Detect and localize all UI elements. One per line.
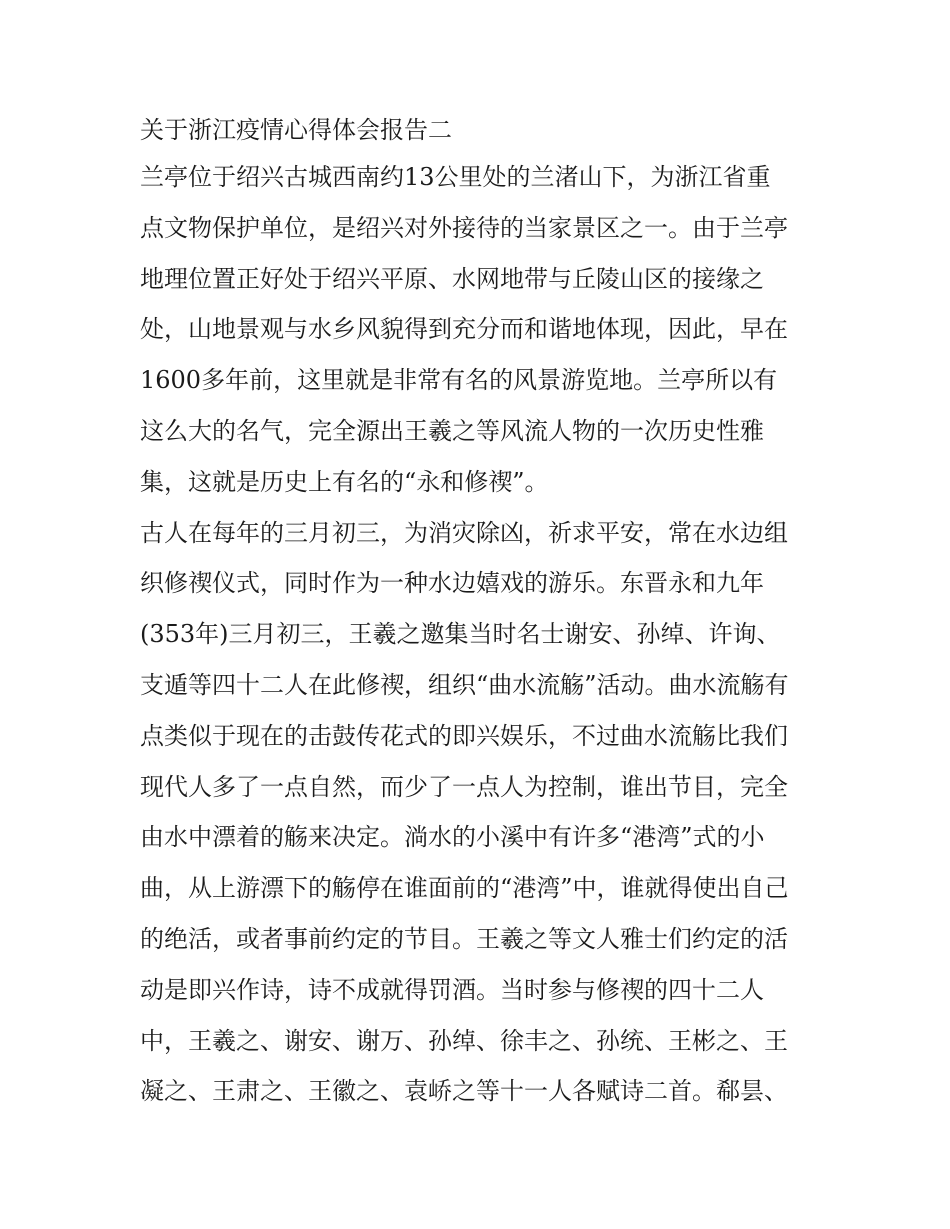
text-line: 曲，从上游漂下的觞停在谁面前的“港湾”中，谁就得使出自己 — [140, 874, 789, 903]
text-line: 现代人多了一点自然，而少了一点人为控制，谁出节目，完全 — [140, 772, 788, 801]
text-line: 集，这就是历史上有名的“永和修禊”。 — [140, 467, 549, 496]
text-line: 点类似于现在的击鼓传花式的即兴娱乐，不过曲水流觞比我们 — [140, 721, 788, 750]
document-body — [140, 108, 820, 1117]
text-line: 1600多年前，这里就是非常有名的风景游览地。兰亭所以有 — [140, 366, 778, 395]
text-line: 由水中漂着的觞来决定。淌水的小溪中有许多“港湾”式的小 — [140, 823, 765, 852]
text-line: 织修禊仪式，同时作为一种水边嬉戏的游乐。东晋永和九年 — [140, 569, 764, 598]
paragraph-lanting-intro — [140, 152, 820, 508]
text-line: 支遁等四十二人在此修禊，组织“曲水流觞”活动。曲水流觞有 — [140, 670, 789, 699]
text-line: 动是即兴作诗，诗不成就得罚酒。当时参与修禊的四十二人 — [140, 975, 764, 1004]
text-line: 凝之、王肃之、王徽之、袁峤之等十一人各赋诗二首。郗昙、 — [140, 1077, 788, 1106]
paragraph-xiuxi-ceremony — [140, 508, 820, 1118]
text-line: 古人在每年的三月初三，为消灾除凶，祈求平安，常在水边组 — [140, 518, 788, 547]
text-line: 处，山地景观与水乡风貌得到充分而和谐地体现，因此，早在 — [140, 315, 788, 344]
text-line: 这么大的名气，完全源出王羲之等风流人物的一次历史性雅 — [140, 416, 764, 445]
text-line: 的绝活，或者事前约定的节目。王羲之等文人雅士们约定的活 — [140, 924, 788, 953]
text-line: 中，王羲之、谢安、谢万、孙绰、徐丰之、孙统、王彬之、王 — [140, 1026, 788, 1055]
document-title: 关于浙江疫情心得体会报告二 — [140, 116, 452, 144]
text-line: 兰亭位于绍兴古城西南约13公里处的兰渚山下，为浙江省重 — [140, 163, 771, 191]
text-line: 点文物保护单位，是绍兴对外接待的当家景区之一。由于兰亭 — [140, 213, 788, 242]
text-line: 地理位置正好处于绍兴平原、水网地带与丘陵山区的接缘之 — [140, 264, 764, 293]
text-line: (353年)三月初三，王羲之邀集当时名士谢安、孙绰、许询、 — [140, 620, 781, 649]
